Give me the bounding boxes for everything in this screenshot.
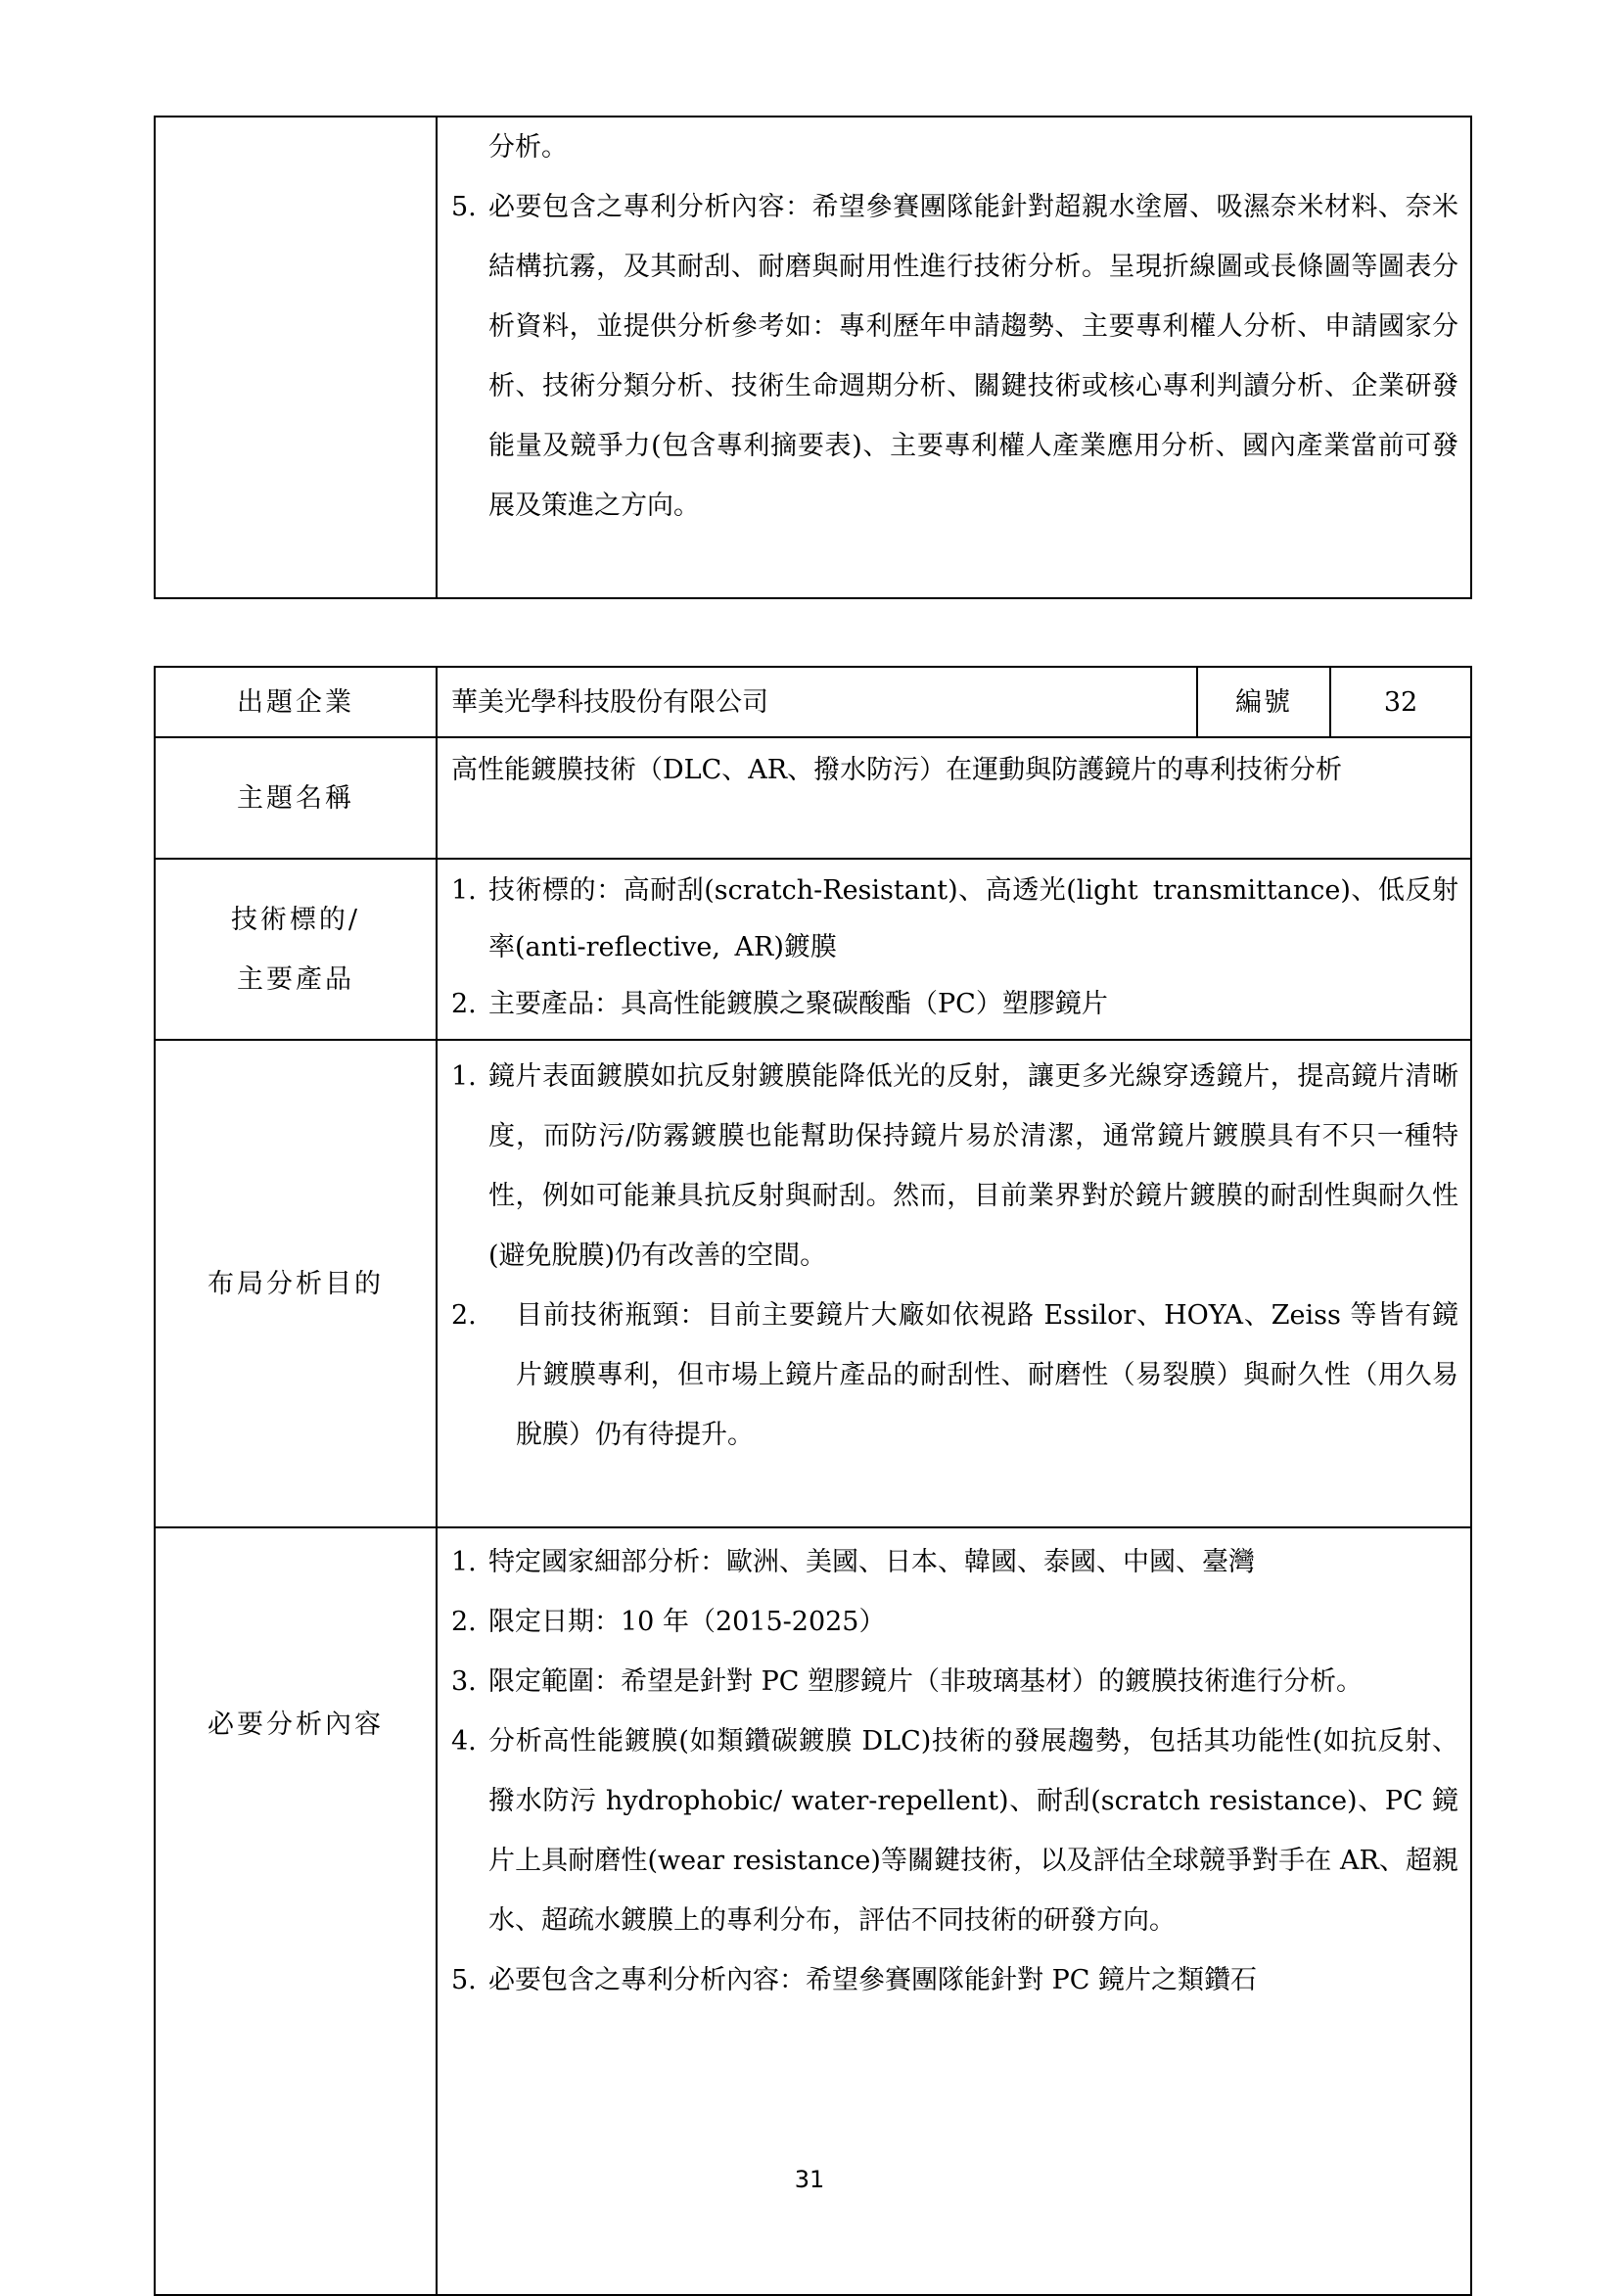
required-item bbox=[451, 1532, 1458, 1592]
item-number: 1. bbox=[451, 1547, 477, 1577]
previous-content-cell bbox=[437, 117, 1471, 598]
item-text: 目前技術瓶頸：目前主要鏡片大廠如依視路 Essilor、HOYA、Zeiss 等皆有鏡片鍍膜專利，但市場上鏡片產品的耐刮性、耐磨性（易裂膜）與耐久性（用久易脫膜）仍有待提升。 bbox=[516, 1300, 1458, 1450]
previous-label-cell bbox=[155, 117, 437, 598]
item-text: 分析高性能鍍膜(如類鑽碳鍍膜 DLC)技術的發展趨勢，包括其功能性(如抗反射、撥水防污 hydrophobic/ water-repellent)、耐刮(scratch resistance)、PC 鏡片上具耐磨性(wear resistance)等關鍵技術，以及評估全球競爭對手在 AR、超親水、超疏水鍍膜上的專利分布，評估不同技術的研發方向。 bbox=[488, 1726, 1458, 1936]
item-number: 5. bbox=[451, 192, 477, 222]
item-text: 限定日期：10 年（2015-2025） bbox=[488, 1607, 886, 1637]
required-label: 必要分析內容 bbox=[155, 1527, 437, 2295]
purpose-item bbox=[451, 1047, 1458, 1286]
topic-table bbox=[154, 666, 1472, 2296]
page-number: 31 bbox=[794, 2166, 825, 2193]
target-item bbox=[451, 863, 1458, 976]
previous-content-line: 分析。 bbox=[488, 132, 568, 163]
topic-row bbox=[155, 737, 1471, 859]
item-number: 4. bbox=[451, 1726, 477, 1757]
company-name: 華美光學科技股份有限公司 bbox=[437, 667, 1197, 737]
topic-label: 主題名稱 bbox=[155, 737, 437, 859]
purpose-item bbox=[451, 1286, 1458, 1465]
required-item bbox=[451, 1950, 1458, 2010]
item-number: 3. bbox=[451, 1666, 477, 1697]
required-item bbox=[451, 1711, 1458, 1950]
target-label bbox=[155, 859, 437, 1040]
item-text: 特定國家細部分析：歐洲、美國、日本、韓國、泰國、中國、臺灣 bbox=[488, 1547, 1255, 1577]
purpose-label: 布局分析目的 bbox=[155, 1040, 437, 1527]
company-row bbox=[155, 667, 1471, 737]
purpose-content bbox=[437, 1040, 1471, 1527]
previous-topic-table bbox=[154, 116, 1472, 599]
previous-content-item-5 bbox=[451, 177, 1458, 536]
target-label-line1: 技術標的/ bbox=[230, 904, 361, 935]
topic-value: 高性能鍍膜技術（DLC、AR、撥水防污）在運動與防護鏡片的專利技術分析 bbox=[437, 737, 1471, 859]
required-item bbox=[451, 1592, 1458, 1652]
item-text: 主要產品：具高性能鍍膜之聚碳酸酯（PC）塑膠鏡片 bbox=[488, 989, 1108, 1019]
item-number: 2. bbox=[451, 1300, 477, 1331]
required-item bbox=[451, 1652, 1458, 1711]
item-text: 必要包含之專利分析內容：希望參賽團隊能針對超親水塗層、吸濕奈米材料、奈米結構抗霧，及其耐刮、耐磨與耐用性進行技術分析。呈現折線圖或長條圖等圖表分析資料，並提供分析參考如：專利歷年申請趨勢、主要專利權人分析、申請國家分析、技術分類分析、技術生命週期分析、關鍵技術或核心專利判讀分析、企業研發能量及競爭力(包含專利摘要表)、主要專利權人產業應用分析、國內產業當前可發展及策進之方向。 bbox=[488, 192, 1458, 521]
item-number: 5. bbox=[451, 1965, 477, 1995]
target-item bbox=[451, 976, 1458, 1033]
purpose-row bbox=[155, 1040, 1471, 1527]
item-number: 2. bbox=[451, 1607, 477, 1637]
target-label-line2: 主要產品 bbox=[237, 963, 354, 995]
target-row bbox=[155, 859, 1471, 1040]
number-value: 32 bbox=[1330, 667, 1471, 737]
item-number: 1. bbox=[451, 1061, 477, 1092]
item-number: 2. bbox=[451, 989, 477, 1019]
target-content bbox=[437, 859, 1471, 1040]
item-number: 1. bbox=[451, 875, 477, 906]
company-label: 出題企業 bbox=[155, 667, 437, 737]
item-text: 鏡片表面鍍膜如抗反射鍍膜能降低光的反射，讓更多光線穿透鏡片，提高鏡片清晰度，而防污/防霧鍍膜也能幫助保持鏡片易於清潔，通常鏡片鍍膜具有不只一種特性，例如可能兼具抗反射與耐刮。然而，目前業界對於鏡片鍍膜的耐刮性與耐久性(避免脫膜)仍有改善的空間。 bbox=[488, 1061, 1458, 1271]
item-text: 限定範圍：希望是針對 PC 塑膠鏡片（非玻璃基材）的鍍膜技術進行分析。 bbox=[488, 1666, 1363, 1697]
number-label: 編號 bbox=[1197, 667, 1330, 737]
previous-topic-row bbox=[155, 117, 1471, 598]
item-text: 技術標的：高耐刮(scratch-Resistant)、高透光(light transmittance)、低反射率(anti-reflective, AR)鍍膜 bbox=[488, 875, 1458, 962]
item-text: 必要包含之專利分析內容：希望參賽團隊能針對 PC 鏡片之類鑽石 bbox=[488, 1965, 1257, 1995]
